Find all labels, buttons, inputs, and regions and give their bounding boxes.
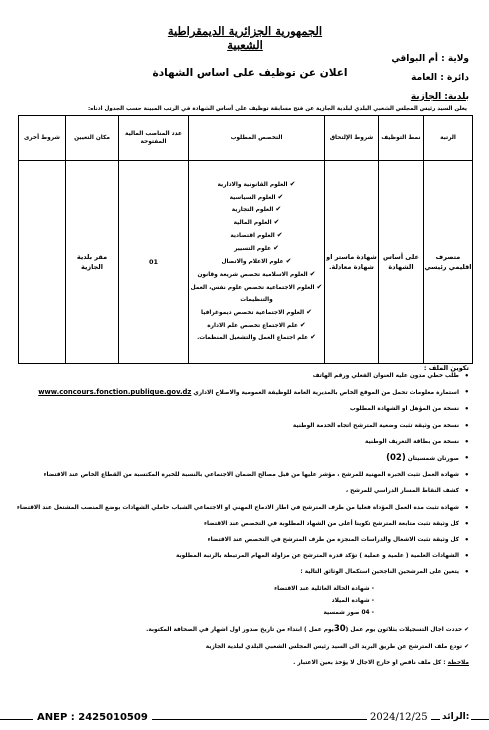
- requirement-text: كل وثيقة تثبت الاشغال والدراسات المنجزة من طرف المترشح في التخصص عند الاقتضاء: [207, 537, 459, 544]
- check-icon: ✔: [310, 333, 316, 342]
- check-icon: ✔: [273, 244, 279, 253]
- specialty-item: [189, 204, 324, 217]
- check-icon: ✔: [299, 320, 306, 329]
- anep-reference: ANEP : 2425010509: [33, 712, 152, 723]
- remark-text: : كل ملف ناقص او خارج الاجال لا يؤخذ بعين الاعتبار .: [293, 659, 446, 666]
- specialty-label: العلوم الاجتماعية تخصص ديموغرافيا: [201, 309, 305, 316]
- requirement-text: نسخة من وثيقة تثبت وضعية المترشح اتجاه الخدمة الوطنية: [292, 422, 459, 429]
- header-location: مكان التعيين: [66, 116, 119, 161]
- requirement-text: كشف النقاط المسار الدراسي للمرشح ،: [345, 488, 459, 495]
- list-item: [14, 472, 469, 479]
- list-item: [14, 488, 469, 495]
- check-icon: ✔: [273, 218, 280, 227]
- specialty-label: علم اجتماع العمل والتشغيل المنظمات.: [197, 335, 309, 342]
- cell-rank: متصرف اقليمي رئيسي: [424, 161, 473, 364]
- list-item: [14, 423, 469, 430]
- intro-text: يعلن السيد رئيس المجلس الشعبي البلدي لبلدية الجازية عن فتح مسابقة توظيف على أساس الشهادة في الرتب المبينة حسب الجدول ادناه:: [88, 106, 467, 112]
- sub-item: - شهادة الميلاد: [331, 597, 374, 604]
- check-icon: ✔: [277, 192, 284, 201]
- positions-table: [18, 115, 473, 364]
- specialty-item: [189, 230, 324, 243]
- requirement-text: صورتان شمسيتان: [407, 456, 459, 463]
- list-item: [14, 537, 469, 544]
- specialty-label: العلوم الاجتماعية تخصص علوم نفس، العمل والتنظيمات: [190, 284, 315, 303]
- specialty-item: [189, 179, 324, 192]
- check-icon: ✔: [462, 643, 469, 650]
- cell-specialties: [189, 161, 325, 364]
- specialty-label: علم الاجتماع تخصص علم الادارة: [207, 322, 298, 329]
- note-item: [14, 625, 469, 634]
- specialty-item: [189, 332, 324, 345]
- republic-title: الجمهورية الجزائرية الديمقراطية الشعبية: [167, 24, 323, 52]
- sub-item: - شهادة الحالة العائلية عند الاقتضاء: [274, 585, 374, 592]
- sub-item-label: صور شمسية: [323, 609, 360, 616]
- note-post: يوم عمل ) ابتداء من تاريخ صدور اول اشهار في الصحافة المكتوبة.: [146, 626, 334, 633]
- portal-url: www.concours.fonction.publique.gov.dz: [38, 388, 192, 397]
- requirement-text: استمارة معلومات تحمل من الموقع الخاص بالمديرية العامة للوظيفة العمومية والاصلاح الاداري: [193, 390, 459, 397]
- list-item: [14, 521, 469, 528]
- footer-date: 2024/12/25: [367, 712, 431, 723]
- photos-count: 04: [361, 609, 370, 616]
- winner-documents-list: [14, 583, 469, 619]
- header-mode: نمط التوظيف: [379, 116, 424, 161]
- header-access: شروط الإلتحاق: [325, 116, 379, 161]
- list-item: [14, 389, 469, 397]
- specialty-label: علوم الاعلام والاتصال: [221, 259, 284, 266]
- list-item: [14, 406, 469, 413]
- cell-count: 01: [119, 161, 189, 364]
- note-days: 30: [333, 623, 346, 634]
- sub-item-label: شهادة الميلاد: [331, 597, 370, 604]
- list-item: [14, 505, 469, 512]
- wilaya-line: ولاية : أم البواقي: [391, 54, 469, 64]
- specialty-list: [189, 179, 324, 346]
- sub-item-label: شهادة الحالة العائلية عند الاقتضاء: [274, 585, 370, 592]
- daira-line: دائرة : العامة: [411, 73, 469, 83]
- check-icon: ✔: [275, 205, 282, 214]
- header-count: عدد المناصب المالية المفتوحة: [119, 116, 189, 161]
- specialty-label: العلوم التجارية: [231, 207, 274, 214]
- specialty-item: [189, 243, 324, 256]
- specialty-label: العلوم الاسلامية تخصص شريعة وقانون: [197, 271, 308, 278]
- note-item: [14, 643, 469, 651]
- specialty-label: العلوم اقتصادية: [230, 233, 275, 240]
- list-item: [14, 553, 469, 560]
- check-icon: ✔: [289, 179, 296, 188]
- photo-count: (02): [386, 453, 406, 464]
- check-icon: ✔: [316, 282, 323, 291]
- specialty-item: [189, 320, 324, 333]
- header-rank: الرتبة: [424, 116, 473, 161]
- cell-location: مقر بلدية الجازية: [66, 161, 119, 364]
- check-icon: ✔: [462, 626, 469, 633]
- cell-other: [19, 161, 66, 364]
- header-specialties: التخصص المطلوب: [189, 116, 325, 161]
- remark-label: ملاحظة: [447, 659, 469, 666]
- header-other: شروط أخرى: [19, 116, 66, 161]
- table-header-row: [19, 116, 473, 161]
- specialty-label: علوم التسيير: [234, 246, 272, 253]
- requirement-text: نسخة من بطاقة التعريف الوطنية: [365, 438, 459, 445]
- check-icon: ✔: [309, 269, 316, 278]
- specialty-label: العلوم المالية: [233, 220, 272, 227]
- dossier-section: [14, 363, 469, 666]
- check-icon: ✔: [276, 231, 283, 240]
- requirement-text: نسخة من المؤهل او الشهادة المطلوب: [349, 406, 459, 413]
- commune-line: بلدية: الجازية: [410, 92, 469, 102]
- requirement-text: يتعين على المرشحين الناجحين استكمال الوثائق التالية :: [300, 569, 459, 576]
- specialty-item: [189, 217, 324, 230]
- dossier-title: تكوين الملف :: [423, 364, 469, 372]
- list-item: [14, 569, 469, 576]
- list-item: [14, 439, 469, 446]
- requirement-text: طلب خطي مدون عليه العنوان الفعلي ورقم الهاتف: [312, 373, 459, 379]
- cell-mode: على أساس الشهادة: [379, 161, 424, 364]
- specialty-item: [189, 307, 324, 320]
- table-row: [19, 161, 473, 364]
- check-icon: ✔: [306, 307, 312, 316]
- requirement-text: شهادة العمل تثبت الخبرة المهنية للمرشح ، مؤشر عليها من قبل مصالح الضمان الاجتماعي بالنسبة للخبرة المكتسبة من القطاع الخاص عند الاقتضاء: [43, 472, 459, 479]
- requirement-text: كل وثيقة تثبت متابعة المترشح تكوينا أعلى من الشهاد المطلوبة في التخصص عند الاقتضاء: [204, 520, 459, 527]
- cell-access: شهادة ماستر او شهادة معادلة.: [325, 161, 379, 364]
- specialty-item: [189, 256, 324, 269]
- requirement-text: شهادة تثبت مدة العمل المؤداة فعليا من طرف المترشح في اطار الادماج المهني او الاجتماعي الشباب حاملي الشهادات بوضع المنصب المشتغل عند الاقتضاء: [16, 504, 459, 511]
- requirements-list: [14, 373, 469, 577]
- remark: [14, 660, 469, 666]
- requirement-text: الشهادات العلمية ( علمية و عملية ) تؤكد قدرة المترشح عن مزاولة المهام المرتبطة بالرتبة المطلوبة: [175, 553, 459, 560]
- notes-list: [14, 625, 469, 651]
- specialty-label: العلوم السياسية: [229, 194, 276, 201]
- check-icon: ✔: [285, 257, 292, 266]
- specialty-item: [189, 269, 324, 282]
- specialty-label: العلوم القانونية والادارية: [217, 181, 288, 188]
- sub-item: - 04 صور شمسية: [323, 609, 374, 616]
- ad-title: اعلان عن توظيف على اساس الشهادة: [152, 67, 348, 79]
- list-item: [14, 373, 469, 380]
- note-pre: حددت اجال التسجيلات بثلاثون يوم عمل (: [345, 626, 463, 633]
- list-item: [14, 455, 469, 463]
- note-pre: تودع ملف المترشح عن طريق البريد الى السيد رئيس المجلس الشعبي البلدي لبلدية الجازية: [205, 643, 463, 650]
- footer-label: الرائد:: [442, 712, 470, 722]
- specialty-item: [189, 282, 324, 307]
- specialty-item: [189, 192, 324, 205]
